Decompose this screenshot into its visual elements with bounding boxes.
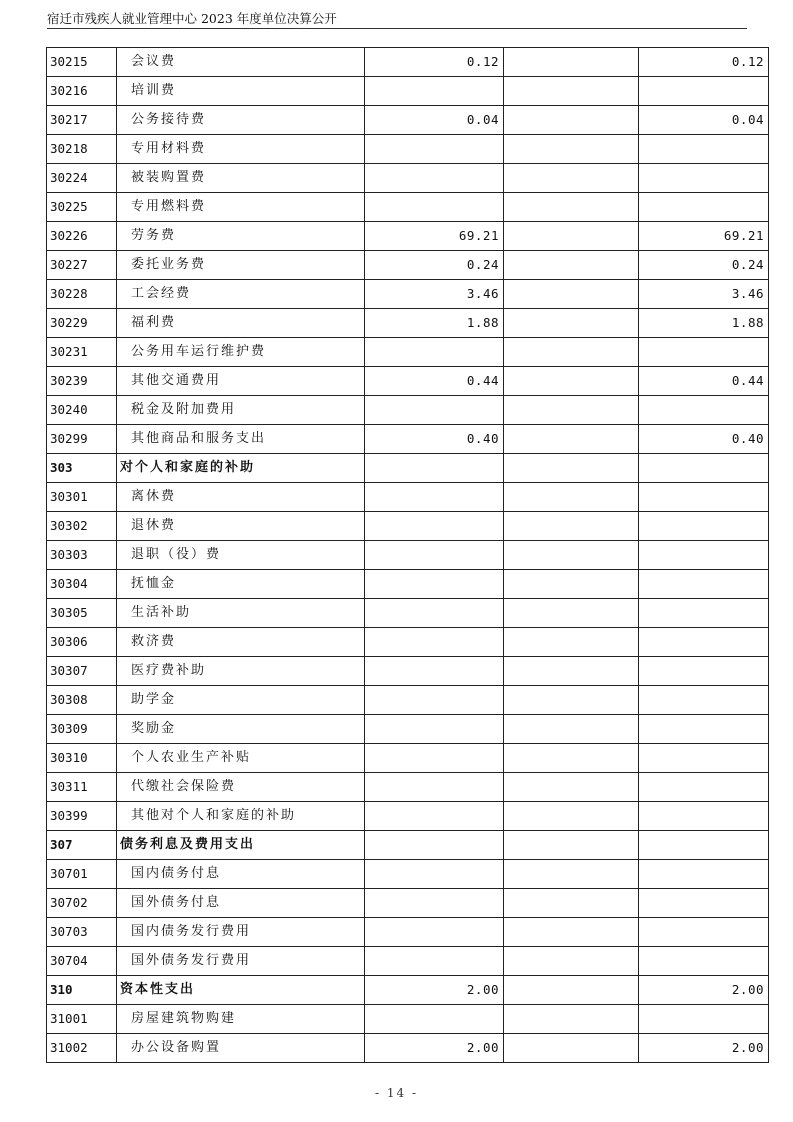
- empty-cell: [504, 918, 639, 947]
- item-name-cell: 国内债务发行费用: [117, 918, 365, 947]
- item-name-cell: 公务接待费: [117, 106, 365, 135]
- item-name-cell: 国内债务付息: [117, 860, 365, 889]
- amount-cell: 3.46: [365, 280, 504, 309]
- table-row: [47, 599, 769, 628]
- total-cell: 3.46: [639, 280, 769, 309]
- item-name-cell: 抚恤金: [117, 570, 365, 599]
- table-row: [47, 77, 769, 106]
- empty-cell: [504, 309, 639, 338]
- empty-cell: [504, 222, 639, 251]
- amount-cell: 0.24: [365, 251, 504, 280]
- total-cell: [639, 686, 769, 715]
- document-header: 宿迁市残疾人就业管理中心 2023 年度单位决算公开: [47, 10, 747, 29]
- amount-cell: [365, 860, 504, 889]
- total-cell: 0.44: [639, 367, 769, 396]
- table-row: [47, 338, 769, 367]
- empty-cell: [504, 715, 639, 744]
- total-cell: [639, 396, 769, 425]
- item-code-cell: 30226: [47, 222, 117, 251]
- table-row: [47, 106, 769, 135]
- empty-cell: [504, 106, 639, 135]
- empty-cell: [504, 338, 639, 367]
- empty-cell: [504, 657, 639, 686]
- empty-cell: [504, 193, 639, 222]
- item-code-cell: 310: [47, 976, 117, 1005]
- item-code-cell: 30240: [47, 396, 117, 425]
- total-cell: 0.24: [639, 251, 769, 280]
- empty-cell: [504, 1005, 639, 1034]
- item-name-cell: 公务用车运行维护费: [117, 338, 365, 367]
- amount-cell: [365, 744, 504, 773]
- item-name-cell: 债务利息及费用支出: [117, 831, 365, 860]
- table-row: [47, 309, 769, 338]
- total-cell: [639, 483, 769, 512]
- item-code-cell: 30299: [47, 425, 117, 454]
- item-code-cell: 303: [47, 454, 117, 483]
- empty-cell: [504, 628, 639, 657]
- total-cell: [639, 135, 769, 164]
- amount-cell: [365, 193, 504, 222]
- amount-cell: [365, 338, 504, 367]
- total-cell: [639, 570, 769, 599]
- expenditure-table: [46, 47, 769, 1063]
- table-row: [47, 135, 769, 164]
- item-name-cell: 医疗费补助: [117, 657, 365, 686]
- table-row: [47, 657, 769, 686]
- amount-cell: [365, 483, 504, 512]
- item-code-cell: 31001: [47, 1005, 117, 1034]
- amount-cell: 2.00: [365, 976, 504, 1005]
- empty-cell: [504, 744, 639, 773]
- item-code-cell: 30702: [47, 889, 117, 918]
- item-name-cell: 专用材料费: [117, 135, 365, 164]
- empty-cell: [504, 135, 639, 164]
- item-name-cell: 奖励金: [117, 715, 365, 744]
- item-code-cell: 30301: [47, 483, 117, 512]
- total-cell: [639, 77, 769, 106]
- category-row: [47, 976, 769, 1005]
- item-code-cell: 30231: [47, 338, 117, 367]
- amount-cell: [365, 715, 504, 744]
- item-name-cell: 生活补助: [117, 599, 365, 628]
- item-name-cell: 其他商品和服务支出: [117, 425, 365, 454]
- table-row: [47, 48, 769, 77]
- empty-cell: [504, 947, 639, 976]
- table-row: [47, 251, 769, 280]
- total-cell: [639, 454, 769, 483]
- table-row: [47, 860, 769, 889]
- empty-cell: [504, 686, 639, 715]
- category-row: [47, 454, 769, 483]
- total-cell: 0.40: [639, 425, 769, 454]
- amount-cell: 0.04: [365, 106, 504, 135]
- total-cell: [639, 164, 769, 193]
- amount-cell: 0.12: [365, 48, 504, 77]
- total-cell: [639, 657, 769, 686]
- table-row: [47, 1034, 769, 1063]
- item-name-cell: 税金及附加费用: [117, 396, 365, 425]
- total-cell: [639, 338, 769, 367]
- table-row: [47, 570, 769, 599]
- table-row: [47, 222, 769, 251]
- item-code-cell: 30227: [47, 251, 117, 280]
- item-code-cell: 30305: [47, 599, 117, 628]
- item-code-cell: 30703: [47, 918, 117, 947]
- empty-cell: [504, 454, 639, 483]
- total-cell: [639, 831, 769, 860]
- item-code-cell: 30224: [47, 164, 117, 193]
- table-row: [47, 512, 769, 541]
- total-cell: [639, 193, 769, 222]
- amount-cell: [365, 947, 504, 976]
- empty-cell: [504, 48, 639, 77]
- total-cell: 0.12: [639, 48, 769, 77]
- empty-cell: [504, 976, 639, 1005]
- amount-cell: [365, 628, 504, 657]
- item-name-cell: 救济费: [117, 628, 365, 657]
- empty-cell: [504, 251, 639, 280]
- item-code-cell: 30302: [47, 512, 117, 541]
- table-row: [47, 280, 769, 309]
- amount-cell: 2.00: [365, 1034, 504, 1063]
- amount-cell: [365, 512, 504, 541]
- amount-cell: [365, 599, 504, 628]
- table-row: [47, 541, 769, 570]
- total-cell: 2.00: [639, 976, 769, 1005]
- amount-cell: [365, 135, 504, 164]
- table-row: [47, 425, 769, 454]
- amount-cell: [365, 541, 504, 570]
- item-name-cell: 房屋建筑物购建: [117, 1005, 365, 1034]
- item-name-cell: 其他交通费用: [117, 367, 365, 396]
- item-code-cell: 30217: [47, 106, 117, 135]
- amount-cell: 1.88: [365, 309, 504, 338]
- empty-cell: [504, 164, 639, 193]
- item-name-cell: 对个人和家庭的补助: [117, 454, 365, 483]
- item-name-cell: 工会经费: [117, 280, 365, 309]
- empty-cell: [504, 831, 639, 860]
- amount-cell: [365, 773, 504, 802]
- table-row: [47, 947, 769, 976]
- item-code-cell: 31002: [47, 1034, 117, 1063]
- empty-cell: [504, 280, 639, 309]
- total-cell: 0.04: [639, 106, 769, 135]
- item-name-cell: 培训费: [117, 77, 365, 106]
- empty-cell: [504, 483, 639, 512]
- amount-cell: [365, 77, 504, 106]
- total-cell: [639, 512, 769, 541]
- empty-cell: [504, 425, 639, 454]
- empty-cell: [504, 1034, 639, 1063]
- item-code-cell: 30309: [47, 715, 117, 744]
- item-name-cell: 专用燃料费: [117, 193, 365, 222]
- item-code-cell: 30239: [47, 367, 117, 396]
- item-code-cell: 30216: [47, 77, 117, 106]
- total-cell: [639, 802, 769, 831]
- empty-cell: [504, 889, 639, 918]
- item-name-cell: 福利费: [117, 309, 365, 338]
- item-code-cell: 30307: [47, 657, 117, 686]
- total-cell: [639, 918, 769, 947]
- empty-cell: [504, 570, 639, 599]
- empty-cell: [504, 860, 639, 889]
- item-name-cell: 国外债务付息: [117, 889, 365, 918]
- item-code-cell: 30228: [47, 280, 117, 309]
- item-name-cell: 退休费: [117, 512, 365, 541]
- item-code-cell: 30399: [47, 802, 117, 831]
- item-code-cell: 30303: [47, 541, 117, 570]
- item-code-cell: 30311: [47, 773, 117, 802]
- item-name-cell: 个人农业生产补贴: [117, 744, 365, 773]
- table-row: [47, 193, 769, 222]
- amount-cell: [365, 454, 504, 483]
- total-cell: 2.00: [639, 1034, 769, 1063]
- item-code-cell: 30304: [47, 570, 117, 599]
- item-code-cell: 30229: [47, 309, 117, 338]
- table-body: [47, 48, 769, 1063]
- table-row: [47, 918, 769, 947]
- empty-cell: [504, 599, 639, 628]
- table-row: [47, 715, 769, 744]
- total-cell: [639, 715, 769, 744]
- total-cell: [639, 860, 769, 889]
- table-row: [47, 773, 769, 802]
- empty-cell: [504, 512, 639, 541]
- item-name-cell: 代缴社会保险费: [117, 773, 365, 802]
- item-code-cell: 30701: [47, 860, 117, 889]
- item-code-cell: 30215: [47, 48, 117, 77]
- table-row: [47, 802, 769, 831]
- amount-cell: [365, 396, 504, 425]
- total-cell: 69.21: [639, 222, 769, 251]
- amount-cell: 69.21: [365, 222, 504, 251]
- item-name-cell: 办公设备购置: [117, 1034, 365, 1063]
- total-cell: 1.88: [639, 309, 769, 338]
- table-row: [47, 889, 769, 918]
- item-code-cell: 30308: [47, 686, 117, 715]
- item-name-cell: 资本性支出: [117, 976, 365, 1005]
- total-cell: [639, 599, 769, 628]
- amount-cell: 0.40: [365, 425, 504, 454]
- item-name-cell: 劳务费: [117, 222, 365, 251]
- page-number: - 14 -: [374, 1086, 418, 1100]
- amount-cell: [365, 657, 504, 686]
- total-cell: [639, 947, 769, 976]
- item-name-cell: 其他对个人和家庭的补助: [117, 802, 365, 831]
- total-cell: [639, 773, 769, 802]
- empty-cell: [504, 396, 639, 425]
- table-row: [47, 1005, 769, 1034]
- amount-cell: [365, 164, 504, 193]
- item-name-cell: 助学金: [117, 686, 365, 715]
- item-code-cell: 30306: [47, 628, 117, 657]
- table-row: [47, 164, 769, 193]
- amount-cell: [365, 889, 504, 918]
- item-code-cell: 30704: [47, 947, 117, 976]
- table-row: [47, 367, 769, 396]
- empty-cell: [504, 541, 639, 570]
- item-name-cell: 国外债务发行费用: [117, 947, 365, 976]
- item-code-cell: 30225: [47, 193, 117, 222]
- amount-cell: [365, 831, 504, 860]
- empty-cell: [504, 367, 639, 396]
- item-name-cell: 退职（役）费: [117, 541, 365, 570]
- total-cell: [639, 1005, 769, 1034]
- amount-cell: [365, 802, 504, 831]
- amount-cell: [365, 1005, 504, 1034]
- item-name-cell: 委托业务费: [117, 251, 365, 280]
- total-cell: [639, 889, 769, 918]
- item-code-cell: 30218: [47, 135, 117, 164]
- amount-cell: 0.44: [365, 367, 504, 396]
- empty-cell: [504, 773, 639, 802]
- amount-cell: [365, 918, 504, 947]
- item-name-cell: 离休费: [117, 483, 365, 512]
- item-name-cell: 会议费: [117, 48, 365, 77]
- table-row: [47, 686, 769, 715]
- item-code-cell: 30310: [47, 744, 117, 773]
- total-cell: [639, 541, 769, 570]
- empty-cell: [504, 77, 639, 106]
- item-name-cell: 被装购置费: [117, 164, 365, 193]
- category-row: [47, 831, 769, 860]
- table-row: [47, 396, 769, 425]
- empty-cell: [504, 802, 639, 831]
- table-row: [47, 483, 769, 512]
- item-code-cell: 307: [47, 831, 117, 860]
- table-row: [47, 744, 769, 773]
- amount-cell: [365, 570, 504, 599]
- amount-cell: [365, 686, 504, 715]
- table-row: [47, 628, 769, 657]
- total-cell: [639, 628, 769, 657]
- total-cell: [639, 744, 769, 773]
